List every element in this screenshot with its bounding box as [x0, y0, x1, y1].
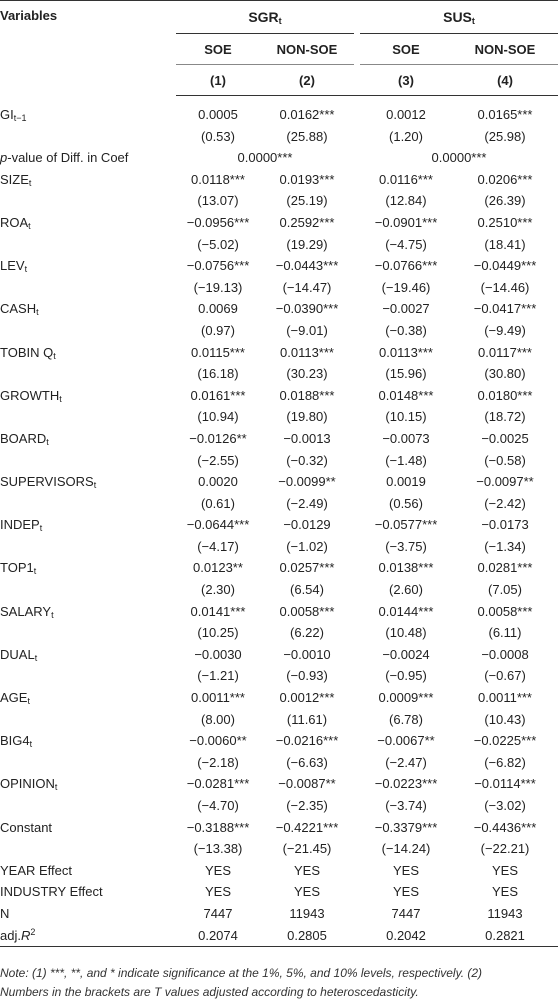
table-row: [0, 601, 558, 623]
coef-cell: 0.0148***: [378, 387, 434, 403]
coef-cell: YES: [492, 862, 519, 878]
row-label-text: -value of Diff. in Coef: [7, 150, 129, 166]
coef-cell: −0.0099**: [278, 474, 336, 490]
tstat-label-empty: [0, 493, 176, 515]
coef-cell: 0.2805: [260, 925, 354, 947]
row-label-subscript: t: [29, 739, 33, 750]
tstat-label-empty: [0, 406, 176, 428]
coef-cell: −0.0129: [283, 517, 331, 533]
tstat-cell: (2.60): [389, 582, 423, 598]
row-label-subscript: t: [27, 696, 30, 707]
tstat-cell: (6.54): [290, 582, 324, 598]
row-label-age: [0, 687, 176, 709]
tstat-cell: (−0.58): [484, 452, 526, 468]
row-label-text: LEV: [0, 258, 25, 274]
col-number-2: (2): [260, 65, 354, 96]
row-label-text: AGE: [0, 690, 28, 706]
tstat-cell: (−9.01): [286, 322, 328, 338]
tstat-cell: (−2.35): [286, 798, 328, 813]
table-row: [0, 385, 558, 407]
coef-cell: −0.3188***: [186, 819, 250, 835]
row-label-board: [0, 428, 176, 450]
tstat-cell: (7.05): [488, 582, 522, 598]
tstat-cell: (2.30): [201, 582, 235, 598]
tstat-label-empty: [0, 579, 176, 601]
tstat-cell: (−0.93): [286, 668, 328, 684]
col-number-1: (1): [176, 65, 260, 96]
table-row: [0, 514, 558, 536]
tstat-cell: (19.29): [286, 236, 328, 252]
tstat-cell: (10.94): [197, 409, 239, 425]
row-label-cash: [0, 298, 176, 320]
coef-cell: −0.0097**: [476, 474, 534, 490]
row-label-text: N: [0, 905, 10, 921]
coef-cell: −0.0756***: [186, 258, 250, 274]
coef-cell: 0.0005: [198, 107, 238, 122]
group-header-sus-name: SUS: [443, 9, 472, 25]
row-label-gi: [0, 104, 176, 126]
table-row: [0, 773, 558, 795]
table-row-tstat: [0, 363, 558, 385]
tstat-cell: (−4.75): [385, 236, 427, 252]
note-line-1: Note: (1) ***, **, and * indicate significance at the 1%, 5%, and 10% levels, respectively. (2): [0, 966, 483, 980]
table-row: [0, 471, 558, 493]
row-label-n: [0, 903, 176, 925]
coef-cell: YES: [392, 862, 419, 878]
table-row: [0, 925, 558, 947]
table-row-tstat: [0, 795, 558, 817]
tstat-cell: (25.19): [286, 193, 328, 209]
row-label-subscript: t: [53, 350, 56, 361]
table-row: [0, 169, 558, 191]
coef-cell: −0.0281***: [186, 776, 250, 792]
tstat-cell: (−4.70): [197, 798, 239, 813]
tstat-cell: (−0.38): [385, 322, 427, 338]
coef-cell: 0.0011***: [191, 690, 245, 706]
tstat-cell: (11.61): [286, 711, 328, 727]
row-label-italic: R: [20, 927, 31, 943]
col-number-4: (4): [452, 65, 558, 96]
tstat-label-empty: [0, 795, 176, 817]
row-label-salary: [0, 601, 176, 623]
coef-cell: −0.0087**: [278, 776, 336, 792]
tstat-cell: (−22.21): [480, 841, 530, 857]
tstat-cell: (−1.02): [286, 538, 328, 554]
tstat-label-empty: [0, 277, 176, 299]
coef-cell: −0.0390***: [275, 301, 339, 317]
table-row: [0, 860, 558, 882]
tstat-cell: (16.18): [197, 366, 239, 382]
diff-pvalue-sgr: 0.0000***: [237, 150, 293, 166]
coef-cell: 0.0069: [198, 301, 238, 317]
tstat-cell: (−13.38): [193, 841, 243, 857]
table-row-tstat: [0, 190, 558, 212]
row-label-lev: [0, 255, 176, 277]
tstat-cell: (−0.67): [484, 668, 526, 684]
coef-cell: 7447: [203, 905, 233, 921]
table-row-tstat: [0, 536, 558, 558]
table-row: [0, 104, 558, 126]
coef-cell: 0.2074: [176, 925, 260, 947]
tstat-cell: (18.72): [484, 409, 526, 425]
coef-cell: −0.0114***: [474, 776, 536, 792]
group-header-sgr: [176, 1, 354, 34]
tstat-cell: (8.00): [201, 711, 235, 727]
row-label-subscript: t: [28, 220, 31, 231]
coef-cell: 0.0138***: [378, 560, 434, 576]
subhead-nonsoe-4: NON-SOE: [452, 34, 558, 65]
table-row: [0, 342, 558, 364]
tstat-label-empty: [0, 536, 176, 558]
coef-cell: 0.0009***: [378, 690, 434, 706]
coef-cell: 0.0118***: [191, 171, 245, 187]
table-row: [0, 428, 558, 450]
subhead-nonsoe-2: NON-SOE: [260, 34, 354, 65]
row-label-subscript: t: [39, 523, 43, 534]
row-label-p-value-of-diff-in-coef: [0, 147, 176, 169]
coef-cell: 0.2510***: [477, 214, 533, 230]
row-label-subscript: t−1: [13, 113, 27, 123]
tstat-cell: (10.43): [484, 711, 526, 727]
row-label-constant: [0, 817, 176, 839]
table-row-tstat: [0, 406, 558, 428]
row-label-industry-effect: [0, 881, 176, 903]
row-label-year-effect: [0, 860, 176, 882]
coef-cell: −0.0027: [382, 301, 430, 317]
row-label-subscript: t: [28, 177, 32, 188]
tstat-cell: (0.56): [389, 495, 423, 511]
coef-cell: 0.0162***: [279, 107, 335, 122]
tstat-cell: (6.78): [389, 711, 423, 727]
group-header-sgr-name: SGR: [248, 9, 279, 25]
table-row-tstat: [0, 709, 558, 731]
row-label-subscript: t: [46, 436, 49, 447]
tstat-cell: (18.41): [484, 236, 526, 252]
coef-cell: 0.0012: [386, 107, 426, 122]
coef-cell: 0.0113***: [379, 344, 433, 360]
tstat-cell: (30.80): [484, 366, 526, 382]
coef-cell: −0.0956***: [186, 214, 250, 230]
tstat-cell: (−14.47): [282, 279, 332, 295]
tstat-cell: (−9.49): [484, 322, 526, 338]
tstat-label-empty: [0, 752, 176, 774]
coef-cell: 0.0113***: [280, 344, 334, 360]
table-row-tstat: [0, 665, 558, 687]
row-label-dual: [0, 644, 176, 666]
tstat-cell: (10.48): [385, 625, 427, 641]
tstat-cell: (−0.32): [286, 452, 328, 468]
table-row-tstat: [0, 126, 558, 148]
coef-cell: 0.0281***: [477, 560, 533, 576]
table-row-tstat: [0, 450, 558, 472]
row-label-tobin-q: [0, 342, 176, 364]
coef-cell: 0.2042: [360, 925, 452, 947]
tstat-cell: (−0.95): [385, 668, 427, 684]
tstat-cell: (−21.45): [282, 841, 332, 857]
tstat-cell: (−3.02): [484, 798, 526, 813]
row-label-italic: p: [0, 150, 8, 166]
row-label-top1: [0, 557, 176, 579]
tstat-cell: (19.80): [286, 409, 328, 425]
tstat-cell: (25.88): [286, 128, 328, 144]
table-row: [0, 881, 558, 903]
coef-cell: −0.0073: [382, 430, 430, 446]
table-row-tstat: [0, 234, 558, 256]
tstat-cell: (30.23): [286, 366, 328, 382]
row-label-subscript: t: [93, 480, 97, 491]
tstat-label-empty: [0, 838, 176, 860]
tstat-cell: (12.84): [385, 193, 427, 209]
diff-pvalue-sus: 0.0000***: [431, 150, 487, 166]
table-row: [0, 557, 558, 579]
table-row-tstat: [0, 622, 558, 644]
coef-cell: 0.0019: [386, 474, 426, 490]
row-label-text: SALARY: [0, 603, 52, 619]
tstat-cell: (25.98): [484, 128, 526, 144]
row-label-subscript: t: [59, 393, 62, 404]
coef-cell: YES: [204, 884, 231, 900]
table-row-tstat: [0, 752, 558, 774]
tstat-cell: (6.11): [488, 625, 522, 641]
tstat-cell: (−2.42): [484, 495, 526, 511]
row-label-text: adj.: [0, 927, 21, 943]
tstat-label-empty: [0, 665, 176, 687]
coef-cell: 0.0115***: [191, 344, 245, 360]
coef-cell: YES: [392, 884, 419, 900]
row-label-subscript: t: [51, 609, 54, 620]
coef-cell: −0.0008: [481, 646, 529, 662]
coef-cell: 7447: [391, 905, 421, 921]
subhead-soe-3: SOE: [360, 34, 452, 65]
tstat-cell: (−2.49): [286, 495, 328, 511]
coef-cell: −0.0443***: [275, 258, 339, 274]
table-row: [0, 644, 558, 666]
row-label-supervisors: [0, 471, 176, 493]
tstat-label-empty: [0, 363, 176, 385]
tstat-cell: (−6.82): [484, 754, 526, 770]
row-label-text: GI: [0, 107, 14, 122]
table-row-tstat: [0, 320, 558, 342]
row-label-roa: [0, 212, 176, 234]
table-body: [0, 96, 558, 947]
coef-cell: 0.0180***: [477, 387, 533, 403]
coef-cell: 0.2592***: [279, 214, 335, 230]
row-label-text: CASH: [0, 301, 37, 317]
tstat-cell: (−6.63): [286, 754, 328, 770]
row-label-superscript: 2: [30, 926, 36, 937]
table-row-tstat: [0, 493, 558, 515]
row-label-subscript: t: [36, 307, 39, 318]
coef-cell: 0.0116***: [379, 171, 433, 187]
table-row: [0, 817, 558, 839]
coef-cell: −0.0766***: [374, 258, 438, 274]
coef-cell: −0.0449***: [473, 258, 537, 274]
tstat-cell: (−19.46): [381, 279, 431, 295]
coef-cell: 0.2821: [452, 925, 558, 947]
group-header-sgr-sub: t: [278, 16, 282, 26]
table-row-tstat: [0, 277, 558, 299]
coef-cell: −0.0060**: [189, 733, 247, 749]
coef-cell: −0.0013: [283, 430, 331, 446]
coef-cell: −0.0010: [283, 646, 331, 662]
row-label-text: TOP1: [0, 560, 34, 576]
row-label-text: YEAR Effect: [0, 862, 73, 878]
coef-cell: 0.0144***: [378, 603, 434, 619]
coef-cell: 11943: [487, 905, 523, 921]
row-label-subscript: t: [34, 652, 38, 663]
coef-cell: 0.0011***: [478, 690, 532, 706]
coef-cell: 0.0188***: [279, 387, 335, 403]
coef-cell: 0.0012***: [279, 690, 335, 706]
coef-cell: −0.0216***: [275, 733, 339, 749]
coef-cell: −0.0067**: [377, 733, 435, 749]
tstat-cell: (15.96): [385, 366, 427, 382]
tstat-cell: (0.61): [201, 495, 235, 511]
group-header-sus-sub: t: [471, 16, 475, 26]
coef-cell: YES: [204, 862, 231, 878]
row-label-text: INDEP: [0, 517, 40, 533]
tstat-cell: (−14.24): [381, 841, 431, 857]
coef-cell: YES: [293, 862, 320, 878]
row-label-text: OPINION: [0, 776, 55, 792]
coef-cell: 0.0117***: [478, 344, 532, 360]
coef-cell: −0.0577***: [374, 517, 438, 533]
row-label-subscript: t: [54, 782, 58, 793]
row-label-text: INDUSTRY Effect: [0, 884, 103, 900]
tstat-cell: (10.25): [197, 625, 239, 641]
table-row: [0, 730, 558, 752]
group-header-sus: [360, 1, 558, 34]
row-label-text: Constant: [0, 819, 53, 835]
col-number-3: (3): [360, 65, 452, 96]
row-label-text: DUAL: [0, 646, 35, 662]
coef-cell: −0.0417***: [473, 301, 537, 317]
coef-cell: YES: [492, 884, 519, 900]
coef-cell: −0.0024: [382, 646, 430, 662]
coef-cell: −0.0644***: [186, 517, 250, 533]
row-label-size: [0, 169, 176, 191]
table-note: [0, 964, 556, 1002]
tstat-cell: (10.15): [385, 409, 427, 425]
table-row: [0, 903, 558, 925]
note-line-2: Numbers in the brackets are T values adjusted according to heteroscedasticity.: [0, 985, 419, 999]
coef-cell: −0.0901***: [374, 214, 438, 230]
table-row: [0, 687, 558, 709]
row-label-text: TOBIN Q: [0, 344, 54, 360]
coef-cell: 0.0020: [198, 474, 238, 490]
tstat-label-empty: [0, 622, 176, 644]
tstat-cell: (0.97): [201, 322, 235, 338]
coef-cell: −0.0126**: [189, 430, 247, 446]
tstat-cell: (−5.02): [197, 236, 239, 252]
coef-cell: −0.3379***: [374, 819, 438, 835]
table-row: [0, 147, 558, 169]
row-label-growth: [0, 385, 176, 407]
coef-cell: 0.0193***: [279, 171, 335, 187]
row-label-text: BOARD: [0, 430, 47, 446]
coef-cell: −0.0025: [481, 430, 529, 446]
tstat-cell: (−3.75): [385, 538, 427, 554]
row-label-text: ROA: [0, 214, 29, 230]
row-label-opinion: [0, 773, 176, 795]
row-label-text: BIG4: [0, 733, 30, 749]
coef-cell: 0.0257***: [279, 560, 335, 576]
table-row-tstat: [0, 838, 558, 860]
tstat-label-empty: [0, 320, 176, 342]
table-row: [0, 255, 558, 277]
coef-cell: −0.0030: [194, 646, 242, 662]
tstat-label-empty: [0, 234, 176, 256]
row-label-text: SUPERVISORS: [0, 474, 94, 490]
table-row-tstat: [0, 579, 558, 601]
coef-cell: 11943: [289, 905, 325, 921]
coef-cell: 0.0123**: [193, 560, 243, 576]
row-label-big4: [0, 730, 176, 752]
coef-cell: 0.0141***: [190, 603, 246, 619]
tstat-cell: (6.22): [290, 625, 324, 641]
row-label-subscript: t: [33, 566, 37, 577]
tstat-cell: (−2.18): [197, 754, 239, 770]
tstat-cell: (−2.55): [197, 452, 239, 468]
table-row: [0, 298, 558, 320]
row-label-indep: [0, 514, 176, 536]
subhead-soe-1: SOE: [176, 34, 260, 65]
tstat-cell: (−1.48): [385, 452, 427, 468]
tstat-label-empty: [0, 126, 176, 148]
variables-header: Variables: [0, 1, 176, 96]
coef-cell: −0.0173: [481, 517, 529, 533]
coef-cell: 0.0165***: [477, 107, 533, 122]
tstat-label-empty: [0, 450, 176, 472]
tstat-cell: (1.20): [389, 128, 423, 144]
row-label-text: GROWTH: [0, 387, 60, 403]
tstat-cell: (−4.17): [197, 538, 239, 554]
coef-cell: 0.0058***: [477, 603, 533, 619]
tstat-cell: (26.39): [484, 193, 526, 209]
row-label-text: SIZE: [0, 171, 29, 187]
table-row: [0, 212, 558, 234]
tstat-cell: (−2.47): [385, 754, 427, 770]
tstat-cell: (13.07): [197, 193, 239, 209]
coef-cell: −0.4221***: [275, 819, 339, 835]
row-label-subscript: t: [24, 264, 28, 275]
coef-cell: −0.0225***: [473, 733, 537, 749]
tstat-label-empty: [0, 709, 176, 731]
coef-cell: −0.0223***: [374, 776, 438, 792]
tstat-cell: (0.53): [201, 128, 235, 144]
coef-cell: 0.0206***: [477, 171, 533, 187]
coef-cell: 0.0161***: [190, 387, 246, 403]
tstat-label-empty: [0, 190, 176, 212]
tstat-cell: (−14.46): [480, 279, 530, 295]
coef-cell: −0.4436***: [473, 819, 537, 835]
row-label-adj-r: [0, 925, 176, 947]
coef-cell: 0.0058***: [279, 603, 335, 619]
tstat-cell: (−19.13): [193, 279, 243, 295]
tstat-cell: (−1.21): [197, 668, 239, 684]
tstat-cell: (−1.34): [484, 538, 526, 554]
tstat-cell: (−3.74): [385, 798, 427, 813]
coef-cell: YES: [293, 884, 320, 900]
